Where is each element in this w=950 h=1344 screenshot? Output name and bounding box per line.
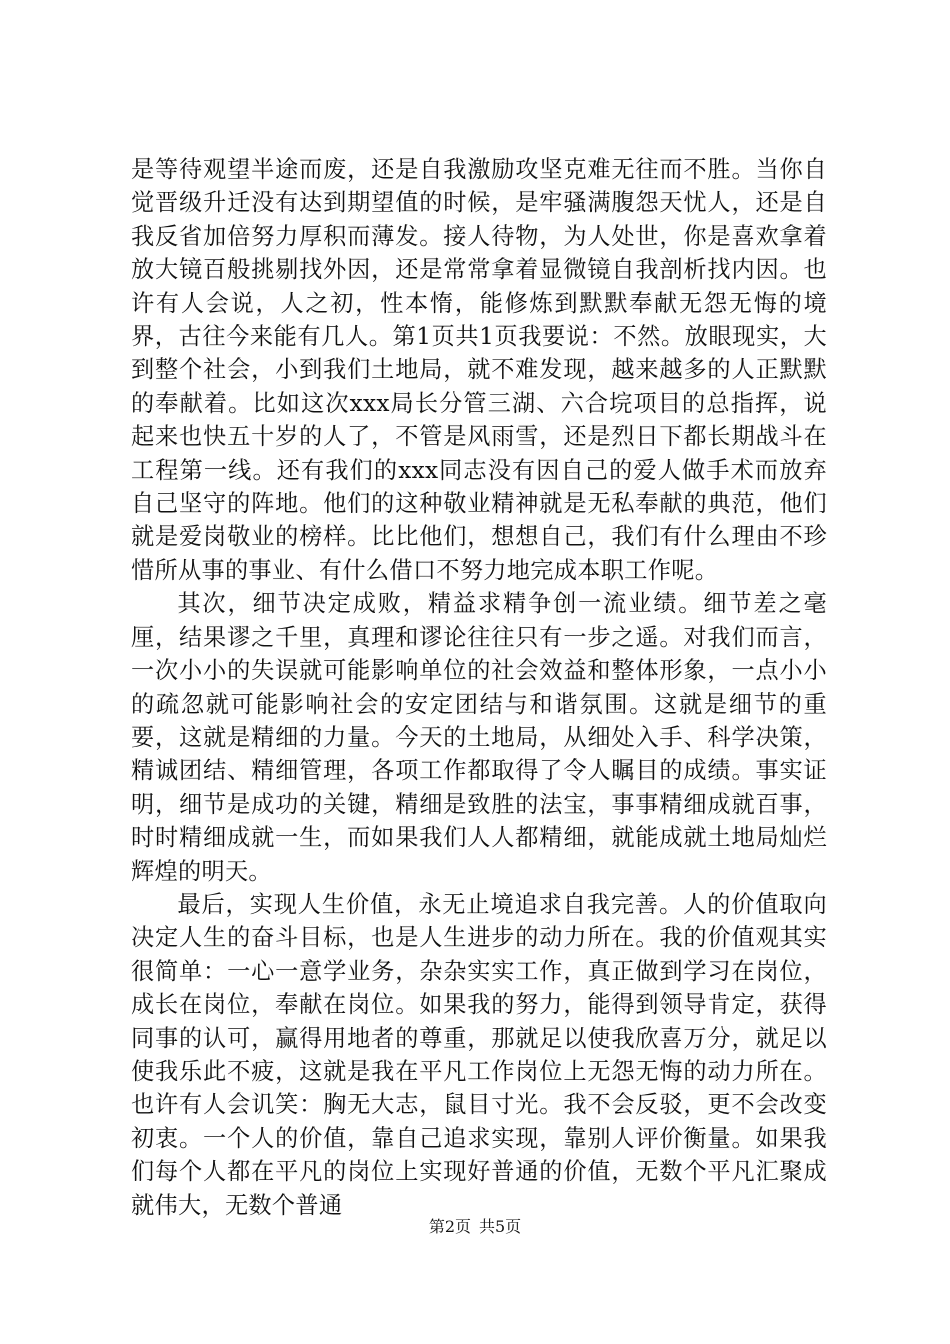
body-text — [131, 153, 827, 1222]
page-number: 第2页 — [428, 1217, 471, 1236]
paragraph-2: 其次，细节决定成败，精益求精争创一流业绩。细节差之毫厘，结果谬之千里，真理和谬论往往只有一步之遥。对我们而言，一次小小的失误就可能影响单位的社会效益和整体形象，一点小小的疏忽就可能影响社会的安定团结与和谐氛围。这就是细节的重要，这就是精细的力量。今天的土地局，从细处入手、科学决策，精诚团结、精细管理，各项工作都取得了令人瞩目的成绩。事实证明，细节是成功的关键，精细是致胜的法宝，事事精细成就百事，时时精细成就一生，而如果我们人人都精细，就能成就土地局灿烂辉煌的明天。 — [131, 590, 827, 885]
paragraph-1: 是等待观望半途而废，还是自我激励攻坚克难无往而不胜。当你自觉晋级升迁没有达到期望值的时候，是牢骚满腹怨天忧人，还是自我反省加倍努力厚积而薄发。接人待物，为人处世，你是喜欢拿着放大镜百般挑剔找外因，还是常常拿着显微镜自我剖析找内因。也许有人会说，人之初，性本惰，能修炼到默默奉献无怨无悔的境界，古往今来能有几人。第1页共1页我要说：不然。放眼现实，大到整个社会，小到我们土地局，就不难发现，越来越多的人正默默的奉献着。比如这次xxx局长分管三湖、六合垸项目的总指挥，说起来也快五十岁的人了，不管是风雨雪，还是烈日下都长期战斗在工程第一线。还有我们的xxx同志没有因自己的爱人做手术而放弃自己坚守的阵地。他们的这种敬业精神就是无私奉献的典范，他们就是爱岗敬业的榜样。比比他们，想想自己，我们有什么理由不珍惜所从事的事业、有什么借口不努力地完成本职工作呢。 — [131, 156, 827, 584]
page-footer — [0, 1217, 950, 1237]
page-total: 共5页 — [479, 1217, 522, 1236]
paragraph-3: 最后，实现人生价值，永无止境追求自我完善。人的价值取向决定人生的奋斗目标，也是人生进步的动力所在。我的价值观其实很简单：一心一意学业务，杂杂实实工作，真正做到学习在岗位，成长在岗位，奉献在岗位。如果我的努力，能得到领导肯定，获得同事的认可，赢得用地者的尊重，那就足以使我欣喜万分，就足以使我乐此不疲，这就是我在平凡工作岗位上无怨无悔的动力所在。也许有人会讥笑：胸无大志，鼠目寸光。我不会反驳，更不会改变初衷。一个人的价值，靠自己追求实现，靠别人评价衡量。如果我们每个人都在平凡的岗位上实现好普通的价值，无数个平凡汇聚成就伟大，无数个普通 — [131, 890, 827, 1219]
